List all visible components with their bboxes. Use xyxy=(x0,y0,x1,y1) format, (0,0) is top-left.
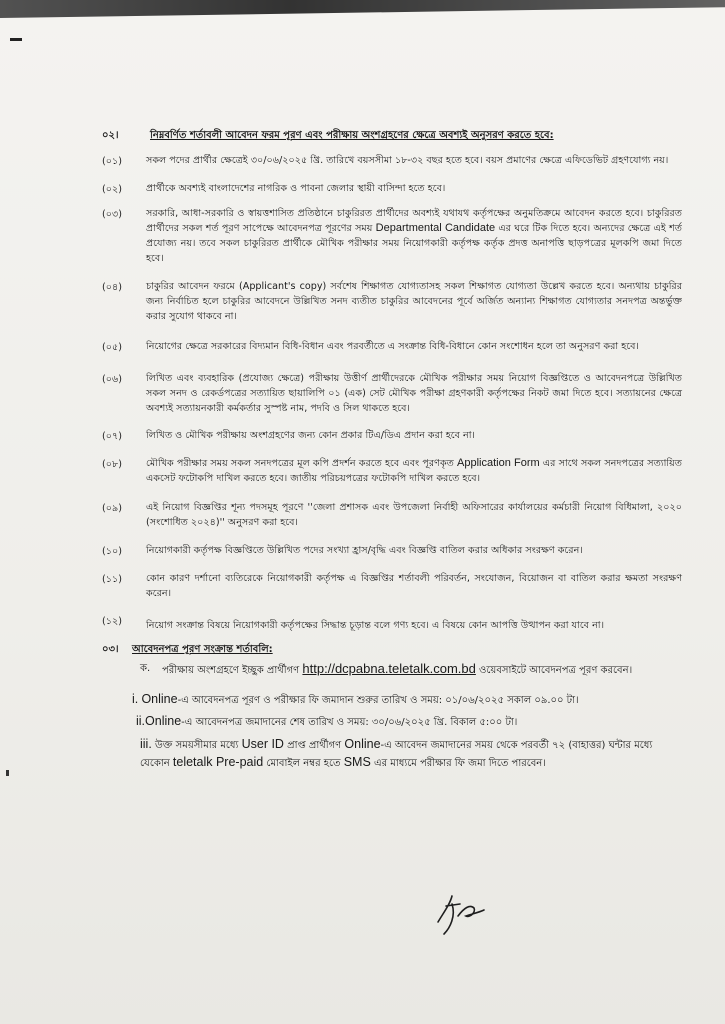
english-term: Online xyxy=(145,714,182,728)
item-text: চাকুরির আবেদন ফরমে (Applicant's copy) সর্বশেষ শিক্ষাগত যোগ্যতাসহ সকল শিক্ষাগত যোগ্যতা উল্লেখ করতে হবে। অন্যথায় চাকুরির জন্য নির্বাচিত হলে চাকুরির আবেদনে উল্লিখিত সনদ ব্যতীত চাকুরির আবেদনের পূর্বে অর্জিত অন্যান্য শিক্ষাগত যোগ্যতার সনদপত্র অন্তর্ভুক্ত করার সুযোগ থাকবে না। xyxy=(146,281,682,322)
roman-item xyxy=(136,714,682,730)
section-2-heading xyxy=(102,128,682,143)
list-item xyxy=(102,456,682,486)
list-item xyxy=(102,279,682,324)
roman-item xyxy=(102,736,682,772)
english-term: Departmental Candidate xyxy=(375,222,496,234)
english-term: teletalk Pre-paid xyxy=(172,755,264,769)
text-part: মৌখিক পরীক্ষার সময় সকল সনদপত্রের মূল কপি প্রদর্শন করতে হবে এবং পূরণকৃত xyxy=(146,458,458,469)
item-number: (০২) xyxy=(102,184,122,195)
section-title: আবেদনপত্র পূরণ সংক্রান্ত শর্তাবলি: xyxy=(132,644,273,655)
text-part: এর ঘরে টিক দিতে হবে। অন্যদের ক্ষেত্রে এই শর্ত প্রযোজ্য নয়। তবে সকল চাকুরিরত প্রার্থীকে মৌখিক পরীক্ষার সময় নিয়োগকারী কর্তৃপক্ষ কর্তৃক প্রদত্ত অনাপত্তি ছাড়পত্রের মূলকপি জমা দিতে হবে। xyxy=(146,223,682,264)
item-text: নিয়োগের ক্ষেত্রে সরকারের বিদ্যমান বিধি-বিধান এবং পরবর্তীতে এ সংক্রান্ত বিধি-বিধানে কোন সংশোধন হলে তা অনুসরণ করা হবে। xyxy=(146,341,639,352)
section-title: নিম্নবর্ণিত শর্তাবলী আবেদন ফরম পূরণ এবং পরীক্ষায় অংশগ্রহণের ক্ষেত্রে অবশ্যই অনুসরণ করতে হবে: xyxy=(150,130,554,141)
document-body xyxy=(102,128,682,772)
text-part: -এ আবেদন জমাদানের সময় থেকে পরবর্তী ৭২ (বাহাত্তর) ঘন্টার মধ্যে যেকোন xyxy=(140,740,653,769)
website-link[interactable]: http://dcpabna.teletalk.com.bd xyxy=(302,661,476,676)
item-number: (০৫) xyxy=(102,342,122,353)
section-number: ০৩। xyxy=(102,644,119,655)
sub-item-label: ক. xyxy=(140,663,151,674)
item-text: নিয়োগকারী কর্তৃপক্ষ বিজ্ঞপ্তিতে উল্লিখিত পদের সংখ্যা হ্রাস/বৃদ্ধি এবং বিজ্ঞপ্তি বাতিল করার অধিকার সংরক্ষণ করেন। xyxy=(146,545,583,556)
text-part: প্রাপ্ত প্রার্থীগণ xyxy=(283,740,345,751)
corner-mark xyxy=(10,38,22,41)
item-text: কোন কারণ দর্শানো ব্যতিরেকে নিয়োগকারী কর্তৃপক্ষ এ বিজ্ঞপ্তির শর্তাবলী পরিবর্তন, সংযোজন, বিয়োজন বা বাতিল করার ক্ষমতা সংরক্ষণ করেন। xyxy=(146,573,682,599)
roman-item xyxy=(132,692,682,708)
item-number: (০৭) xyxy=(102,431,122,442)
roman-text: -এ আবেদনপত্র জমাদানের শেষ তারিখ ও সময়: ৩০/০৬/২০২৫ খ্রি. বিকাল ৫:০০ টা। xyxy=(181,717,518,728)
list-item xyxy=(102,181,682,197)
item-number: (০১) xyxy=(102,156,122,167)
scan-edge-shadow xyxy=(0,0,725,18)
text-part: মোবাইল নম্বর হতে xyxy=(263,758,344,769)
list-item xyxy=(102,500,682,530)
item-number: (১১) xyxy=(102,574,122,585)
roman-text: -এ আবেদনপত্র পূরণ ও পরীক্ষার ফি জমাদান শুরুর তারিখ ও সময়: ০১/০৬/২০২৫ সকাল ০৯.০০ টা। xyxy=(177,695,579,706)
item-text: লিখিত ও মৌখিক পরীক্ষায় অংশগ্রহণের জন্য কোন প্রকার টিএ/ডিএ প্রদান করা হবে না। xyxy=(146,430,475,441)
item-number: (০৩) xyxy=(102,209,122,220)
item-text: প্রার্থীকে অবশ্যই বাংলাদেশের নাগরিক ও পাবনা জেলার স্থায়ী বাসিন্দা হতে হবে। xyxy=(146,183,446,194)
item-text xyxy=(146,206,682,266)
english-term: Application Form xyxy=(457,457,540,469)
english-term: User ID xyxy=(241,737,284,751)
sub-item-ka xyxy=(140,661,682,678)
section-3 xyxy=(102,642,682,772)
list-item xyxy=(102,571,682,601)
list-item xyxy=(102,153,682,169)
text-part: এর মাধ্যমে পরীক্ষার ফি জমা দিতে পারবেন। xyxy=(370,758,546,769)
text-part: সরকারি, আধা-সরকারি ও স্বায়ত্তশাসিত প্রতিষ্ঠানে চাকুরিরত প্রার্থীদের অবশ্যই যথাযথ কর্তৃপক্ষের অনুমতিক্রমে আবেদন করতে হবে। চাকুরিরত প্রার্থীদের সকল শর্ত পূরণ সাপেক্ষে আবেদনপত্র পূরণের সময় xyxy=(146,208,682,234)
item-number: (১২) xyxy=(102,616,122,627)
item-text: সকল পদের প্রার্থীর ক্ষেত্রেই ৩০/০৬/২০২৫ খ্রি. তারিখে বয়সসীমা ১৮-৩২ বছর হতে হবে। বয়স প্রমাণের ক্ষেত্রে এফিডেভিট গ্রহণযোগ্য নয়। xyxy=(146,155,669,166)
text-part: এর সাথে সকল সনদপত্রের সত্যায়িত একসেট ফটোকপি দাখিল করতে হবে। জাতীয় পরিচয়পত্রের ফটোকপি দাখিল করতে হবে। xyxy=(146,458,682,484)
margin-mark xyxy=(6,770,9,776)
item-text: এই নিয়োগ বিজ্ঞপ্তির শূন্য পদসমূহ পূরণে ''জেলা প্রশাসক এবং উপজেলা নির্বাহী অফিসারের কার্যালয়ের কর্মচারী নিয়োগ বিধিমালা, ২০২০ (সংশোধিত ২০২৪)'' অনুসরণ করা হবে। xyxy=(146,502,682,528)
item-number: (০৪) xyxy=(102,282,122,293)
item-number: (১০) xyxy=(102,546,122,557)
text-part: পরীক্ষায় অংশগ্রহণে ইচ্ছুক প্রার্থীগণ xyxy=(162,665,303,676)
roman-label: ii. xyxy=(136,714,146,728)
english-term: SMS xyxy=(343,755,371,769)
item-text xyxy=(146,456,682,486)
roman-label: iii. xyxy=(140,737,152,751)
list-item xyxy=(102,428,682,444)
roman-label: i. xyxy=(132,692,139,706)
section-number: ০২। xyxy=(102,130,119,141)
item-number: (০৮) xyxy=(102,459,122,470)
english-term: Online xyxy=(141,692,178,706)
list-item xyxy=(102,206,682,266)
signature xyxy=(430,882,490,942)
list-item xyxy=(102,339,682,355)
list-item xyxy=(102,613,682,638)
list-item xyxy=(102,543,682,559)
item-number: (০৯) xyxy=(102,503,122,514)
item-text: নিয়োগ সংক্রান্ত বিষয়ে নিয়োগকারী কর্তৃপক্ষের সিদ্ধান্ত চূড়ান্ত বলে গণ্য হবে। এ বিষয়ে কোন আপত্তি উত্থাপন করা যাবে না। xyxy=(146,620,605,631)
list-item xyxy=(102,371,682,416)
text-part: ওয়েবসাইটে আবেদনপত্র পূরণ করবেন। xyxy=(475,665,633,676)
sub-item-text xyxy=(162,661,632,678)
english-term: Online xyxy=(344,737,381,751)
text-part: উক্ত সময়সীমার মধ্যে xyxy=(155,740,242,751)
item-number: (০৬) xyxy=(102,374,122,385)
item-text: লিখিত এবং ব্যবহারিক (প্রযোজ্য ক্ষেত্রে) পরীক্ষায় উত্তীর্ণ প্রার্থীদেরকে মৌখিক পরীক্ষার সময় নিয়োগ বিজ্ঞপ্তিতে ও আবেদনপত্রে উল্লিখিত সকল সনদ ও রেকর্ডপত্রের সত্যায়িত ছায়ালিপি ০১ (এক) সেট মৌখিক পরীক্ষা গ্রহণকারী কর্তৃপক্ষের নিকট জমা দিতে হবে। সত্যায়নের ক্ষেত্রে অবশ্যই সত্যায়নকারী কর্মকর্তার সুস্পষ্ট নাম, পদবি ও সিল থাকতে হবে। xyxy=(146,373,682,414)
section-3-heading xyxy=(102,642,682,657)
